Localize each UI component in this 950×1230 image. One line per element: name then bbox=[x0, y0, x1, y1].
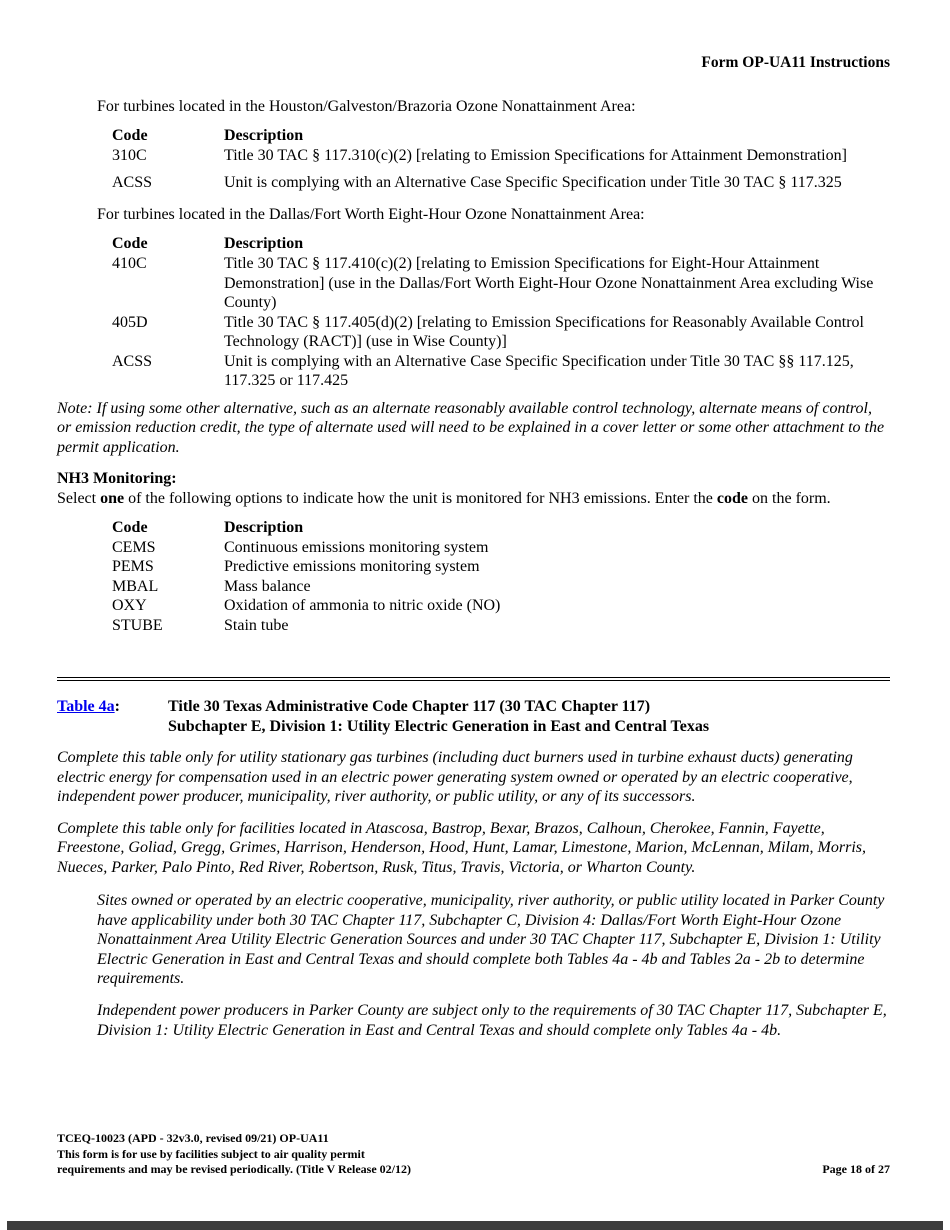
table-row bbox=[112, 352, 890, 391]
code-cell: 310C bbox=[112, 146, 147, 164]
description-column-header: Description bbox=[224, 127, 304, 145]
page-bottom-edge bbox=[7, 1221, 943, 1230]
code-column-header: Code bbox=[112, 235, 148, 253]
description-cell: Predictive emissions monitoring system bbox=[224, 558, 480, 576]
table-4a-paragraph-1: Complete this table only for utility stationary gas turbines (including duct burners used in turbine exhaust ducts) generating electric energy for compensation used in an electric power generating system owned or operated by an electric cooperative, independent power producer, municipality, river authority, or public utility, or any of its successors. bbox=[57, 749, 853, 806]
table-header-row bbox=[112, 126, 890, 146]
code-cell: MBAL bbox=[112, 577, 159, 595]
page-header bbox=[57, 54, 890, 73]
dfw-intro: For turbines located in the Dallas/Fort Worth Eight-Hour Ozone Nonattainment Area: bbox=[97, 205, 645, 223]
houston-intro: For turbines located in the Houston/Galveston/Brazoria Ozone Nonattainment Area: bbox=[97, 97, 636, 115]
table-row bbox=[112, 596, 890, 616]
table-row bbox=[112, 146, 890, 166]
table-row bbox=[112, 538, 890, 558]
footer-usage-line1: This form is for use by facilities subject to air quality permit bbox=[57, 1146, 365, 1161]
text-segment: Select bbox=[57, 489, 101, 507]
page-footer bbox=[57, 1131, 890, 1178]
code-cell: 405D bbox=[112, 313, 148, 331]
table-4a-link[interactable]: Table 4a bbox=[57, 698, 115, 716]
footer-form-id: TCEQ-10023 (APD - 32v3.0, revised 09/21) OP-UA11 bbox=[57, 1131, 329, 1146]
table-header-row bbox=[112, 234, 890, 254]
description-cell: Title 30 TAC § 117.310(c)(2) [relating to Emission Specifications for Attainment Demonstration] bbox=[224, 146, 847, 164]
table-4a-paragraph-4: Independent power producers in Parker County are subject only to the requirements of 30 TAC Chapter 117, Subchapter E, Division 1: Utility Electric Generation in East and Central Texas and should complete only Tables 4a - 4b. bbox=[97, 1001, 887, 1039]
description-cell: Title 30 TAC § 117.410(c)(2) [relating to Emission Specifications for Eight-Hour Attainment Demonstration] (use in the Dallas/Fort Worth Eight-Hour Ozone Nonattainment Area excluding Wise County) bbox=[224, 255, 874, 312]
code-cell: OXY bbox=[112, 597, 147, 615]
code-cell: ACSS bbox=[112, 352, 153, 370]
table-header-row bbox=[112, 518, 890, 538]
emphasis-code: code bbox=[716, 489, 749, 507]
footer-left bbox=[57, 1131, 411, 1178]
table-row bbox=[112, 254, 890, 313]
table-4a-paragraph-3: Sites owned or operated by an electric cooperative, municipality, river authority, or public utility located in Parker County have applicability under both 30 TAC Chapter 117, Subchapter C, Division 4: Dallas/Fort Worth Eight-Hour Ozone Nonattainment Area Utility Electric Generation Sources and under 30 TAC Chapter 117, Subchapter E, Division 1: Utility Electric Generation in East and Central Texas and should complete both Tables 4a - 4b and Tables 2a - 2b to determine requirements. bbox=[97, 892, 885, 988]
description-cell: Continuous emissions monitoring system bbox=[224, 538, 489, 556]
table-4a-heading bbox=[57, 697, 890, 736]
nh3-monitoring-heading: NH3 Monitoring: bbox=[57, 470, 177, 488]
page-number: Page 18 of 27 bbox=[822, 1162, 890, 1177]
description-cell: Oxidation of ammonia to nitric oxide (NO) bbox=[224, 597, 501, 615]
footer-usage-line2: requirements and may be revised periodically. (Title V Release 02/12) bbox=[57, 1162, 411, 1177]
nh3-select-instruction bbox=[57, 489, 890, 509]
code-cell: 410C bbox=[112, 255, 147, 272]
emphasis-one: one bbox=[100, 489, 125, 507]
alternative-note: Note: If using some other alternative, such as an alternate reasonably available control technology, alternate means of control, or emission reduction credit, the type of alternate used will need to be explained in a cover letter or some other attachment to the permit application. bbox=[57, 399, 885, 456]
code-cell: PEMS bbox=[112, 558, 154, 576]
table-4a-colon: : bbox=[114, 698, 120, 716]
description-cell: Mass balance bbox=[224, 577, 311, 595]
table-4a-title-line1: Title 30 Texas Administrative Code Chapter 117 (30 TAC Chapter 117) bbox=[168, 698, 651, 716]
table-row bbox=[112, 313, 890, 352]
header-title: Form OP-UA11 Instructions bbox=[701, 54, 890, 71]
code-column-header: Code bbox=[112, 519, 148, 537]
table-row bbox=[112, 577, 890, 597]
table-row bbox=[112, 173, 890, 193]
table-4a-title-line2: Subchapter E, Division 1: Utility Electric Generation in East and Central Texas bbox=[168, 717, 710, 735]
dfw-code-table bbox=[112, 234, 890, 390]
description-cell: Stain tube bbox=[224, 616, 289, 634]
code-cell: ACSS bbox=[112, 174, 153, 192]
nh3-code-table bbox=[112, 518, 890, 635]
code-cell: STUBE bbox=[112, 616, 163, 634]
table-4a-title bbox=[168, 697, 890, 736]
description-cell: Title 30 TAC § 117.405(d)(2) [relating to Emission Specifications for Reasonably Available Control Technology (RACT)] (use in Wise County)] bbox=[224, 313, 864, 351]
table-4a-paragraph-2: Complete this table only for facilities located in Atascosa, Bastrop, Bexar, Brazos, Calhoun, Cherokee, Fannin, Fayette, Freestone, Goliad, Gregg, Grimes, Harrison, Henderson, Hood, Hunt, Lamar, Limestone, Marion, McLennan, Milam, Morris, Nueces, Parker, Palo Pinto, Red River, Robertson, Rusk, Titus, Travis, Victoria, or Wharton County. bbox=[57, 819, 867, 876]
text-segment: of the following options to indicate how the unit is monitored for NH3 emissions. Enter the bbox=[124, 489, 717, 507]
code-cell: CEMS bbox=[112, 538, 156, 556]
text-segment: on the form. bbox=[748, 489, 831, 507]
description-column-header: Description bbox=[224, 519, 304, 537]
table-row bbox=[112, 616, 890, 636]
description-cell: Unit is complying with an Alternative Case Specific Specification under Title 30 TAC § 117.325 bbox=[224, 174, 842, 192]
description-column-header: Description bbox=[224, 235, 304, 253]
section-divider bbox=[57, 677, 890, 681]
code-column-header: Code bbox=[112, 127, 148, 145]
table-4a-label bbox=[57, 697, 168, 736]
houston-code-table bbox=[112, 126, 890, 193]
description-cell: Unit is complying with an Alternative Case Specific Specification under Title 30 TAC §§ 117.125, 117.325 or 117.425 bbox=[224, 352, 854, 390]
table-row bbox=[112, 557, 890, 577]
